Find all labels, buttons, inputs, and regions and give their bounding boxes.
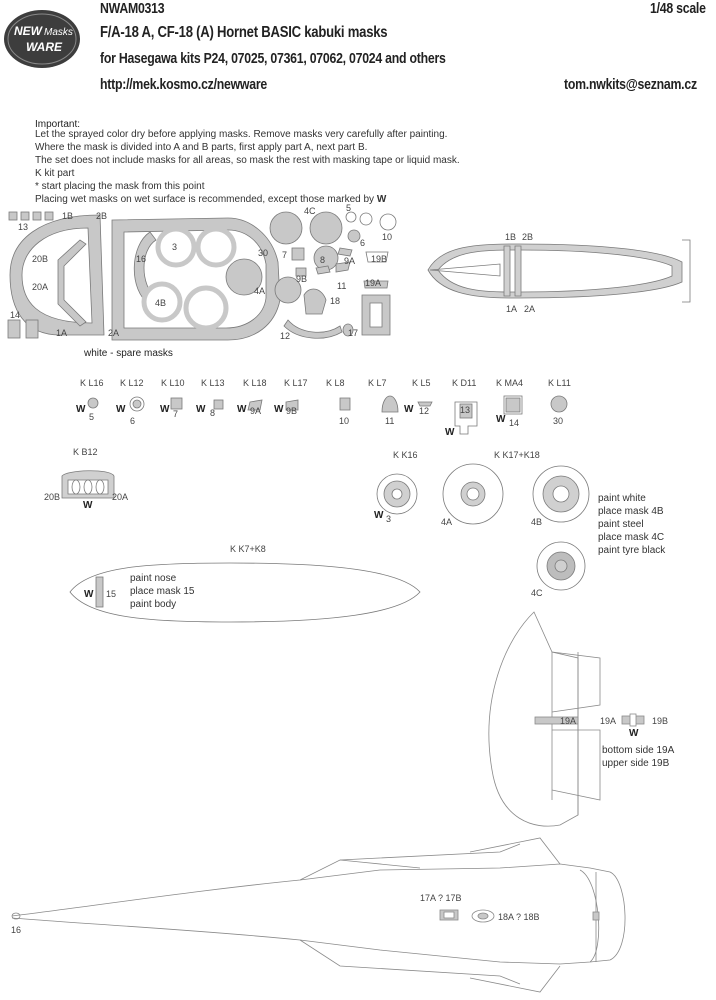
svg-text:30: 30 (258, 248, 269, 258)
svg-text:19B: 19B (371, 254, 388, 264)
wet-mark: W (237, 404, 247, 415)
kit-code-l8: K L8 (326, 378, 345, 388)
wet-mark: W (160, 404, 170, 415)
mask-num: 12 (419, 406, 430, 416)
svg-text:9A: 9A (344, 256, 356, 266)
tank-step: place mask 15 (130, 586, 195, 597)
svg-text:18: 18 (330, 296, 341, 306)
svg-text:20B: 20B (32, 254, 49, 264)
tank-code: K K7+K8 (230, 544, 266, 554)
pair-17: 17A ? 17B (420, 893, 462, 903)
mask-13a (9, 212, 17, 220)
mask-20 (58, 240, 86, 326)
email: tom.nwkits@seznam.cz (564, 76, 697, 93)
svg-text:4A: 4A (254, 286, 266, 296)
svg-text:1A: 1A (56, 328, 68, 338)
instructions-title: Important: (35, 119, 81, 130)
mask-num: 9B (286, 406, 298, 416)
wet-mark: W (196, 404, 206, 415)
kit-code-ma4: K MA4 (496, 378, 524, 388)
mask-6 (348, 230, 360, 242)
tank-step: paint nose (130, 573, 177, 584)
canopy-diagram (428, 240, 690, 302)
tank-diagram (70, 563, 420, 622)
svg-text:2A: 2A (524, 304, 536, 314)
wet-mark: W (84, 589, 94, 600)
wet-mark: W (629, 728, 639, 739)
wing-detail-left: 19A (600, 716, 617, 726)
svg-text:12: 12 (280, 331, 291, 341)
logo-masks: Masks (44, 27, 73, 38)
instruction-line: Let the sprayed color dry before applying masks. Remove masks very carefully after painting. (35, 129, 448, 140)
wing-note: bottom side 19A (602, 745, 675, 756)
wheel-step: paint steel (598, 519, 644, 530)
kit-code-d11: K D11 (452, 378, 477, 388)
wheel-kk17: K K17+K18 (494, 450, 540, 460)
mask-13b (21, 212, 29, 220)
mask-num: 5 (89, 412, 95, 422)
wheel-steps (598, 492, 665, 557)
kit-code-l7: K L7 (368, 378, 387, 388)
mask-num: 14 (509, 418, 520, 428)
nose-num: 16 (11, 925, 22, 935)
kit-code-l17: K L17 (284, 378, 308, 388)
kit-code-l13: K L13 (201, 378, 225, 388)
mask-num: 13 (460, 405, 471, 415)
svg-text:7: 7 (282, 250, 288, 260)
svg-text:4C: 4C (304, 206, 316, 216)
wing-note: upper side 19B (602, 758, 670, 769)
wing-detail-right: 19B (652, 716, 669, 726)
wet-mark: W (83, 500, 93, 511)
wet-mark: W (274, 404, 284, 415)
kb12-left: 20B (44, 492, 61, 502)
spare-note: white - spare masks (84, 348, 173, 359)
svg-text:1A: 1A (506, 304, 518, 314)
wheel-step: paint tyre black (598, 545, 666, 556)
wing-19a: 19A (560, 716, 577, 726)
wheel-step: place mask 4C (598, 532, 665, 543)
svg-text:20A: 20A (32, 282, 49, 292)
mask-num: 9A (250, 406, 262, 416)
instruction-line: The set does not include masks for all areas, so mask the rest with masking tape or liquid mask. (35, 155, 460, 166)
svg-text:11: 11 (337, 281, 347, 291)
logo-new: NEW (14, 24, 42, 38)
tank-step: paint body (130, 599, 177, 610)
svg-text:4B: 4B (155, 298, 167, 308)
wing-notes (602, 744, 674, 770)
wheel-kk16: K K16 (393, 450, 418, 460)
svg-text:9B: 9B (296, 274, 308, 284)
wheel-step: paint white (598, 493, 646, 504)
tank-steps (130, 572, 194, 611)
mask-13c (33, 212, 41, 220)
kit-code-l16: K L16 (80, 378, 104, 388)
svg-text:16: 16 (136, 254, 147, 264)
svg-text:17: 17 (348, 328, 359, 338)
wet-mark: W (374, 510, 384, 521)
logo-ware: WARE (26, 40, 62, 54)
pair-18: 18A ? 18B (498, 912, 540, 922)
svg-text:8: 8 (320, 255, 326, 265)
wheel-4c: 4C (531, 588, 543, 598)
mask-14a (8, 320, 20, 338)
kb12-right: 20A (112, 492, 129, 502)
wheel-3: 3 (386, 514, 392, 524)
svg-text:10: 10 (382, 232, 393, 242)
svg-text:14: 14 (10, 310, 21, 320)
wet-mark: W (404, 404, 414, 415)
kit-code-l10: K L10 (161, 378, 185, 388)
instruction-line: K kit part (35, 168, 75, 179)
wheel-4a: 4A (441, 517, 453, 527)
kit-code-l5: K L5 (412, 378, 431, 388)
svg-text:19A: 19A (365, 278, 382, 288)
svg-text:1B: 1B (505, 232, 517, 242)
wet-mark: W (496, 414, 506, 425)
instruction-text: Placing wet masks on wet surface is recommended, except those marked by (35, 194, 377, 205)
svg-text:13: 13 (18, 222, 29, 232)
mask-1a (10, 215, 104, 335)
wet-mark: W (76, 404, 86, 415)
svg-text:2B: 2B (522, 232, 534, 242)
mask-4c (270, 212, 302, 244)
kit-code-l11: K L11 (548, 378, 571, 388)
svg-text:5: 5 (346, 203, 352, 213)
svg-text:6: 6 (360, 238, 366, 248)
mask-num: 8 (210, 408, 216, 418)
kit-code-l18: K L18 (243, 378, 267, 388)
svg-text:1B: 1B (62, 211, 74, 221)
mask-num: 6 (130, 416, 136, 426)
scale: 1/48 scale (650, 0, 706, 17)
kit-list: for Hasegawa kits P24, 07025, 07361, 07062, 07024 and others (100, 50, 446, 67)
mask-num: 10 (339, 416, 350, 426)
wheel-step: place mask 4B (598, 506, 664, 517)
svg-text:2A: 2A (108, 328, 120, 338)
mask-num: 7 (173, 409, 179, 419)
kb12-code: K B12 (73, 447, 98, 457)
svg-text:2B: 2B (96, 211, 108, 221)
wet-mark: W (376, 194, 387, 205)
tank-num: 15 (106, 589, 117, 599)
wheel-4b: 4B (531, 517, 543, 527)
mask-13d (45, 212, 53, 220)
mask-17 (362, 295, 390, 335)
mask-7 (292, 248, 304, 260)
mask-9a (338, 248, 352, 256)
product-code: NWAM0313 (100, 0, 165, 17)
wet-mark: W (116, 404, 126, 415)
mask-num: 30 (553, 416, 564, 426)
mask-num: 11 (385, 416, 395, 426)
svg-text:3: 3 (172, 242, 178, 252)
instruction-line: Where the mask is divided into A and B parts, first apply part A, next part B. (35, 142, 368, 153)
website-url: http://mek.kosmo.cz/newware (100, 76, 267, 93)
mask-12 (284, 320, 342, 338)
kit-code-l12: K L12 (120, 378, 144, 388)
wet-mark: W (445, 427, 455, 438)
product-title: F/A-18 A, CF-18 (A) Hornet BASIC kabuki masks (100, 24, 388, 41)
instruction-line: * start placing the mask from this point (35, 181, 205, 192)
